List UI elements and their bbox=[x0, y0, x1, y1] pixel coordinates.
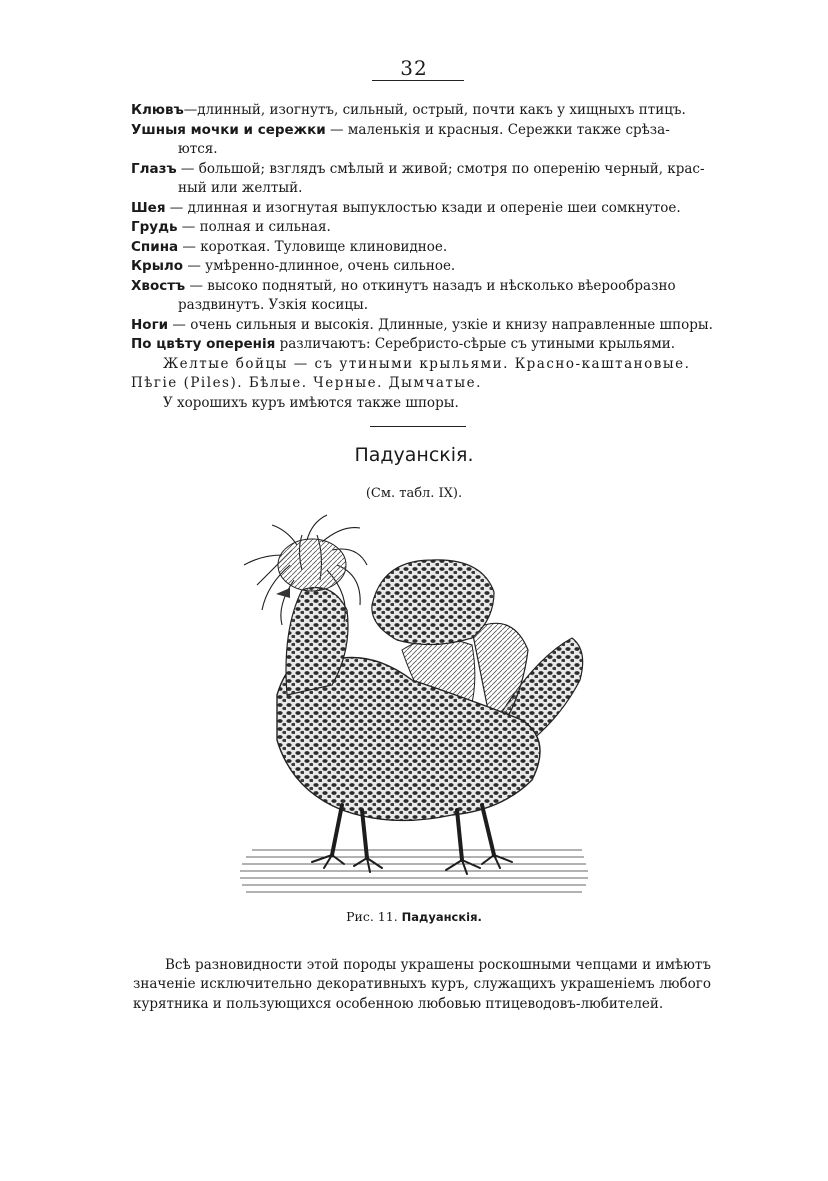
entry-continuation: ный или желтый. bbox=[178, 180, 303, 196]
entry-text: маленькія и красныя. Сережки также срѣза- bbox=[347, 121, 670, 138]
entry-earlobes bbox=[131, 121, 713, 141]
section-divider bbox=[370, 426, 466, 427]
entry-sep: — bbox=[183, 258, 206, 274]
closing-paragraph: Всѣ разновидности этой породы украшены роскошными чепцами и имѣютъ значеніе исключительно декоративныхъ куръ, служащихъ украшеніемъ любого курятника и пользующихся особенною любовью птицеводовъ-любителей. bbox=[133, 956, 711, 1012]
entry-beak bbox=[131, 101, 713, 121]
entry-term: Хвостъ bbox=[131, 277, 186, 294]
page-number-rule bbox=[372, 80, 464, 81]
entry-term: По цвѣту оперенія bbox=[131, 336, 276, 352]
rooster-engraving bbox=[232, 510, 594, 902]
entry-continuation: ются. bbox=[178, 141, 218, 157]
padua-rooster-illustration bbox=[232, 510, 594, 902]
section-reference: (См. табл. IX). bbox=[365, 486, 463, 501]
varieties-paragraph: Желтые бойцы — съ утиными крыльями. Красно-каштановые. Пѣгіе (Piles). Бѣлые. Черные. Дымчатые. bbox=[131, 355, 691, 391]
entry-neck bbox=[131, 199, 713, 219]
entry-text: короткая. Туловище клиновидное. bbox=[200, 238, 448, 255]
spurs-note: У хорошихъ куръ имѣются также шпоры. bbox=[163, 394, 459, 411]
crest-core bbox=[278, 539, 346, 591]
entry-text: длинный, изогнутъ, сильный, острый, почти какъ у хищныхъ птицъ. bbox=[197, 102, 686, 118]
entry-sep: — bbox=[176, 160, 199, 177]
entry-sep: — bbox=[178, 238, 201, 255]
entry-sep: — bbox=[185, 277, 208, 294]
entry-sep: — bbox=[325, 121, 348, 138]
entry-sep: — bbox=[165, 199, 188, 216]
entry-sep: — bbox=[183, 102, 198, 118]
entry-text: умѣренно-длинное, очень сильное. bbox=[205, 258, 456, 274]
wing-mass bbox=[372, 560, 494, 645]
caption-number: Рис. 11. bbox=[346, 909, 398, 924]
figure-caption bbox=[0, 909, 828, 924]
entry-text: очень сильныя и высокія. Длинные, узкіе и книзу направленные шпоры. bbox=[190, 316, 713, 333]
entry-term: Спина bbox=[131, 238, 179, 255]
entry-legs bbox=[131, 316, 713, 336]
entry-wing bbox=[131, 257, 713, 277]
entry-text: большой; взглядъ смѣлый и живой; смотря по оперенію черный, крас- bbox=[198, 160, 705, 177]
entry-term: Шея bbox=[131, 199, 166, 216]
entry-term: Крыло bbox=[131, 258, 184, 274]
entry-text: различаютъ: Серебристо-сѣрые съ утиными крыльями. bbox=[279, 336, 676, 352]
entry-text: высоко поднятый, но откинутъ назадъ и нѣсколько вѣерообразно bbox=[207, 277, 676, 294]
page-number: 32 bbox=[400, 56, 428, 80]
entry-sep: — bbox=[177, 219, 200, 235]
section-title: Падуанскія. bbox=[354, 444, 474, 466]
entry-back bbox=[131, 238, 713, 258]
entry-breast bbox=[131, 218, 713, 238]
caption-name: Падуанскія. bbox=[401, 910, 482, 924]
entry-continuation: раздвинутъ. Узкія косицы. bbox=[178, 297, 369, 313]
entry-term: Глазъ bbox=[131, 160, 177, 177]
entry-term: Ушныя мочки и сережки bbox=[131, 121, 326, 138]
entry-text: длинная и изогнутая выпуклостью кзади и опереніе шеи сомкнутое. bbox=[187, 199, 681, 216]
entry-term: Грудь bbox=[131, 219, 178, 235]
beak bbox=[276, 588, 290, 598]
entry-plumage-color bbox=[131, 335, 713, 355]
entry-term: Ноги bbox=[131, 316, 169, 333]
breed-description bbox=[131, 101, 713, 413]
entry-tail bbox=[131, 277, 713, 297]
entry-term: Клювъ bbox=[131, 102, 184, 118]
ground bbox=[240, 850, 588, 892]
entry-eye bbox=[131, 160, 713, 180]
entry-sep: — bbox=[168, 316, 191, 333]
entry-text: полная и сильная. bbox=[199, 219, 331, 235]
